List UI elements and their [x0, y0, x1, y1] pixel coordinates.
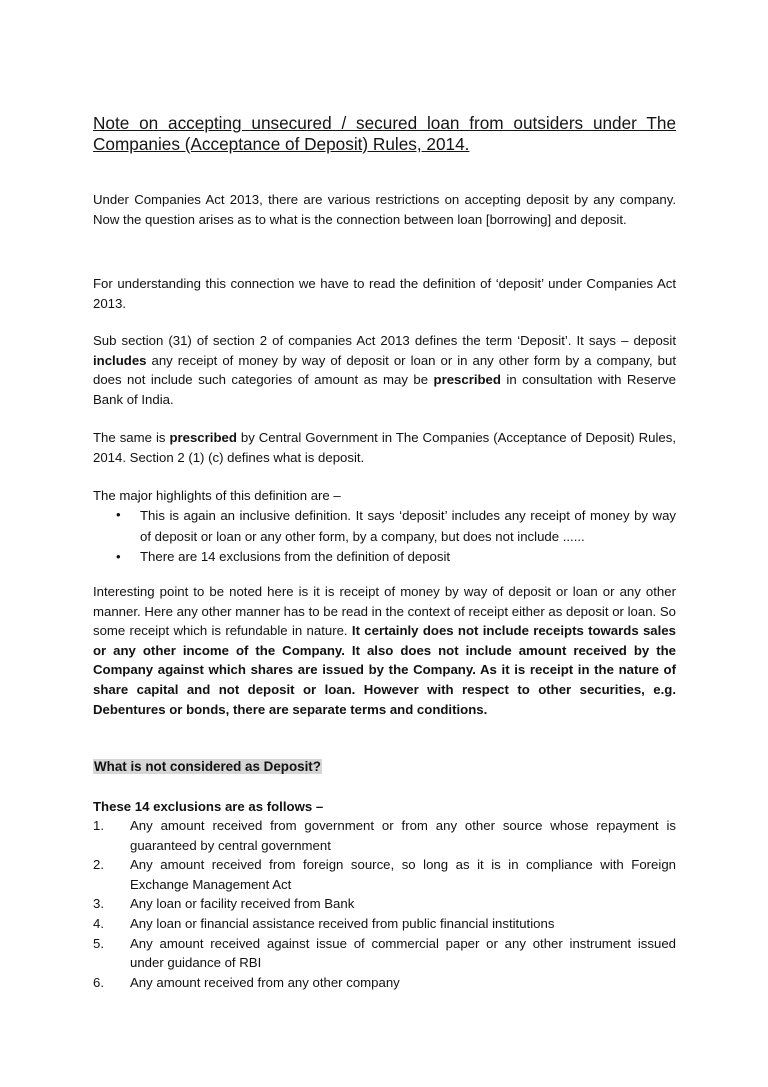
paragraph-intro: Under Companies Act 2013, there are various restrictions on accepting deposit by any company. Now the question arises as to what is the connection between loan [borrowing] and deposit.	[93, 192, 676, 227]
text: Interesting point to be noted here is it is receipt of money by way of deposit or loan or any other manner. Here any other manner has to be read in the context of receipt either as deposit or loan. So some receipt which is refundable in nature.	[93, 584, 676, 639]
list-text: Any loan or financial assistance received from public financial institutions	[130, 915, 555, 931]
bullet-icon: •	[116, 549, 121, 564]
highlights-intro: The major highlights of this definition are –	[93, 488, 341, 503]
list-number: 2.	[93, 857, 104, 873]
list-number: 4.	[93, 915, 104, 931]
bullet-text: This is again an inclusive definition. It says ‘deposit’ includes any receipt of money by way of deposit or loan or any other form, by a company, but does not include ......	[140, 508, 676, 544]
list-number: 5.	[93, 935, 104, 951]
section-heading: What is not considered as Deposit?	[94, 759, 321, 774]
list-item	[93, 505, 676, 547]
list-text: Any loan or facility received from Bank	[130, 896, 355, 912]
text: in consultation with Reserve Bank of India.	[93, 372, 676, 407]
list-text: Any amount received from foreign source, so long as it is in compliance with Foreign Exchange Management Act	[130, 857, 676, 892]
exclusions-list	[93, 816, 676, 992]
bold-prescribed: prescribed	[169, 430, 237, 445]
text: any receipt of money by way of deposit or loan or in any other form by a company, but does not include such categories of amount as may be	[93, 352, 676, 388]
list-number: 3.	[93, 896, 104, 912]
list-text: Any amount received from any other company	[130, 974, 400, 990]
bold-text: It certainly does not include receipts towards sales or any other income of the Company. It also does not include amount received by the Company against which shares are issued by the Company. As it is receipt in the nature of share capital and not deposit or loan. However with respect to other securities, e.g. Debentures or bonds, there are separate terms and conditions.	[93, 623, 676, 717]
document-title: Note on accepting unsecured / secured loan from outsiders under The Companies (Acceptance of Deposit) Rules, 2014.	[93, 113, 676, 154]
text: Sub section (31) of section 2 of companies Act 2013 defines the term ‘Deposit’. It says – deposit	[93, 333, 676, 348]
paragraph-interesting-point	[93, 582, 676, 719]
list-item	[93, 894, 676, 914]
paragraph-subsection-31	[93, 331, 676, 409]
list-text: Any amount received against issue of commercial paper or any other instrument issued under guidance of RBI	[130, 935, 676, 971]
bullet-text: There are 14 exclusions from the definition of deposit	[140, 549, 451, 564]
paragraph-prescribed	[93, 428, 676, 467]
list-number: 6.	[93, 974, 104, 990]
list-item	[93, 934, 676, 973]
text: by Central Government in The Companies (Acceptance of Deposit) Rules, 2014. Section 2 (1) (c) defines what is deposit.	[93, 430, 676, 465]
highlights-list	[93, 505, 676, 567]
text: The same is	[93, 430, 170, 445]
exclusions-intro: These 14 exclusions are as follows –	[93, 799, 324, 814]
list-number: 1.	[93, 818, 104, 833]
list-item	[93, 547, 676, 567]
list-item	[93, 816, 676, 855]
bullet-icon: •	[116, 507, 121, 522]
list-item	[93, 855, 676, 894]
section-heading-row	[93, 757, 676, 777]
bold-includes: includes	[93, 352, 147, 368]
list-item	[93, 973, 676, 993]
bold-prescribed: prescribed	[433, 372, 501, 388]
list-item	[93, 914, 676, 934]
list-text: Any amount received from government or from any other source whose repayment is guaranteed by central government	[130, 818, 676, 853]
paragraph-definition-intro: For understanding this connection we have to read the definition of ‘deposit’ under Companies Act 2013.	[93, 276, 676, 311]
